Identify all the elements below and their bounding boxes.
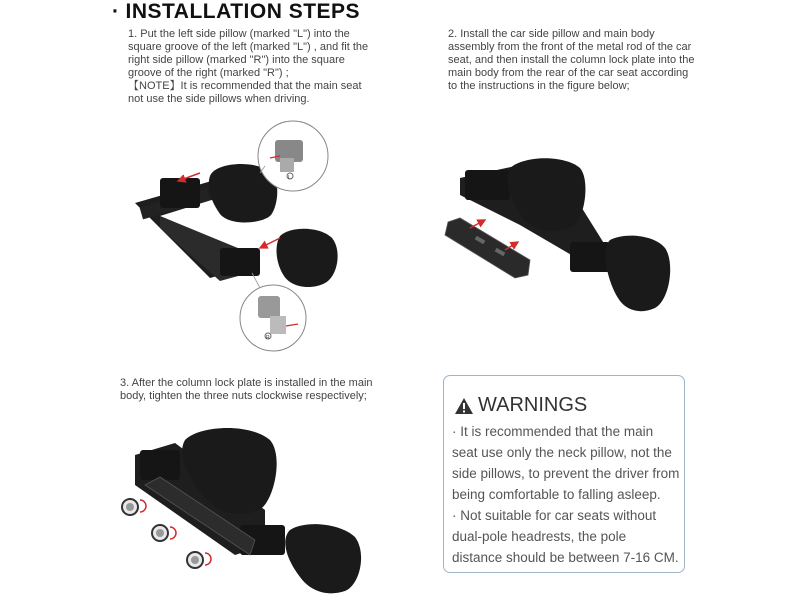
step-3-instructions	[120, 377, 380, 403]
step-1-note: 【NOTE】It is recommended that the main seat not use the side pillows when driving.	[128, 80, 362, 105]
title-bullet: ·	[112, 0, 120, 23]
step-1-illustration	[120, 118, 420, 358]
title-text: INSTALLATION STEPS	[125, 0, 361, 23]
step-3-illustration	[115, 415, 385, 595]
step-2-illustration	[430, 150, 690, 320]
svg-text:L: L	[288, 175, 291, 181]
detail-circle-left	[258, 121, 328, 191]
svg-text:R: R	[266, 335, 270, 341]
detail-circle-right	[240, 285, 306, 351]
warnings-title: WARNINGS	[478, 394, 588, 416]
nut-2	[152, 525, 168, 541]
warnings-text	[452, 421, 680, 568]
step-1-instructions	[128, 28, 378, 106]
step-2-instructions	[448, 28, 700, 93]
warning-triangle-icon	[454, 397, 474, 415]
warning-item-2: · Not suitable for car seats without dual-pole headrests, the pole distance should be between 7-16 CM.	[452, 508, 679, 565]
rotate-arrow-3	[205, 553, 211, 565]
rotate-arrow-2	[170, 527, 176, 539]
rotate-arrow-1	[140, 500, 146, 512]
warnings-box	[443, 375, 685, 573]
nut-3	[187, 552, 203, 568]
lock-plate-arrow-1	[470, 220, 485, 228]
warnings-heading	[454, 394, 587, 417]
warning-item-1: · It is recommended that the main seat use only the neck pillow, not the side pillows, to prevent the driver from being comfortable to falling asleep.	[452, 424, 680, 502]
nut-1	[122, 499, 138, 515]
step-1-text: 1. Put the left side pillow (marked "L") into the square groove of the left (marked "L") , and fit the right side pillow (marked "R") into the square groove of the right (marked "R") ;	[128, 28, 369, 79]
page-title	[112, 0, 360, 24]
step-2-text: 2. Install the car side pillow and main body assembly from the front of the metal rod of the car seat, and then install the column lock plate into the main body from the rear of the car seat according to the instructions in the figure below;	[448, 28, 695, 92]
step-3-text: 3. After the column lock plate is installed in the main body, tighten the three nuts clockwise respectively;	[120, 377, 373, 402]
